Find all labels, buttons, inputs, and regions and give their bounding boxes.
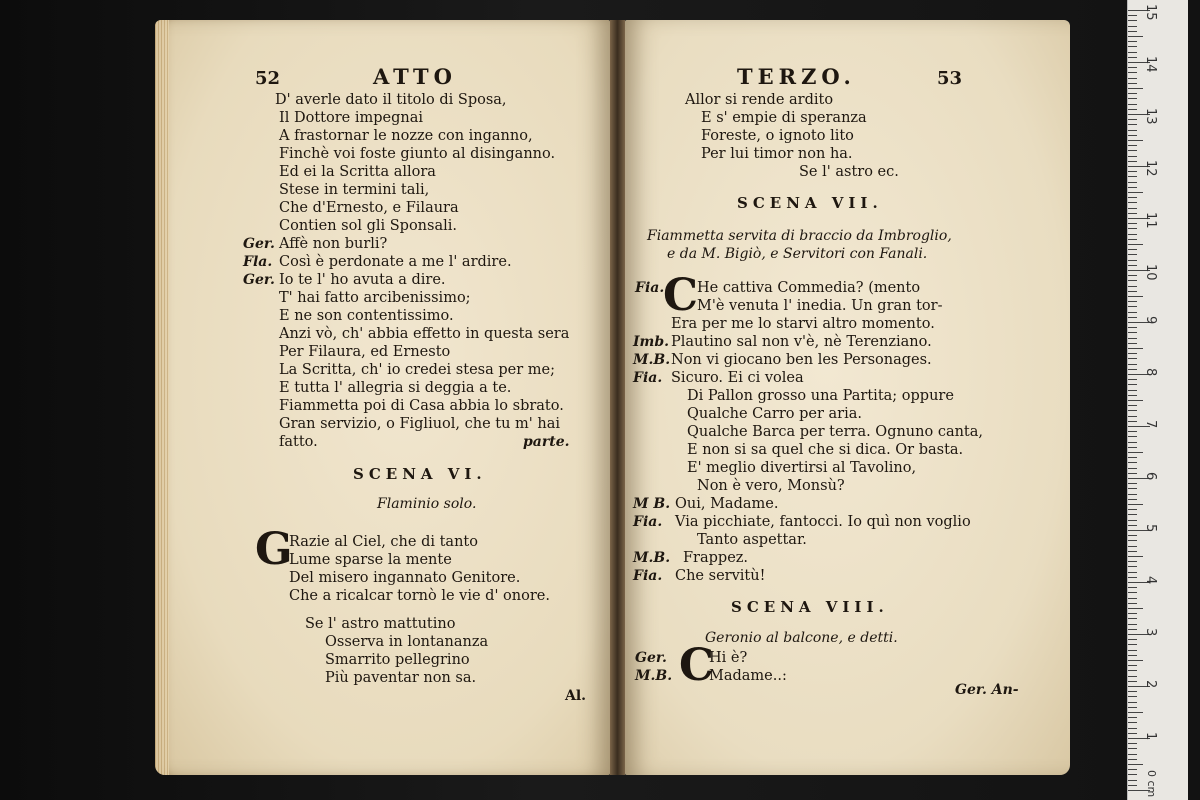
- speaker-label: Ger.: [635, 650, 667, 666]
- ruler-tick: [1128, 551, 1137, 552]
- ruler-tick: [1128, 291, 1137, 292]
- catchword: Ger. An-: [955, 682, 1019, 698]
- ruler-tick: [1128, 613, 1137, 614]
- ruler-tick: [1128, 182, 1137, 183]
- ruler-tick: [1128, 145, 1137, 146]
- ruler-tick: [1128, 769, 1137, 770]
- ruler-tick: [1128, 546, 1137, 547]
- ruler-tick: [1128, 572, 1137, 573]
- ruler-tick: [1128, 717, 1137, 718]
- right-page: [625, 20, 1070, 775]
- ruler-tick: [1128, 140, 1143, 141]
- ruler-tick: [1128, 707, 1137, 708]
- speaker-label: M.B.: [635, 668, 673, 684]
- ruler-tick: [1128, 598, 1137, 599]
- ruler-label: 10: [1143, 264, 1158, 281]
- speaker-label: Ger.: [243, 272, 275, 288]
- ruler-tick: [1128, 764, 1143, 765]
- ruler-tick: [1128, 41, 1137, 42]
- ruler-tick: [1128, 275, 1137, 276]
- ruler-tick: [1128, 176, 1137, 177]
- ruler-tick: [1128, 785, 1137, 786]
- ruler-tick: [1128, 192, 1143, 193]
- aria-line: Se l' astro mattutino: [305, 616, 456, 632]
- ruler-tick: [1128, 280, 1137, 281]
- ruler-tick: [1128, 265, 1137, 266]
- text-line: T' hai fatto arcibenissimo;: [279, 290, 471, 306]
- ruler-tick: [1128, 587, 1137, 588]
- ruler-tick: [1128, 31, 1137, 32]
- ruler-tick: [1128, 592, 1137, 593]
- speaker-label: Fia.: [633, 568, 663, 584]
- dialogue-line: Così è perdonate a me l' ardire.: [279, 254, 512, 270]
- ruler-tick: [1128, 540, 1137, 541]
- ruler-tick: [1128, 119, 1137, 120]
- running-header: ATTO: [373, 64, 457, 89]
- text-line: D' averle dato il titolo di Sposa,: [275, 92, 507, 108]
- catchword: Al.: [565, 688, 587, 704]
- ruler-tick: [1128, 514, 1137, 515]
- ruler-tick: [1128, 748, 1137, 749]
- ruler-tick: [1128, 603, 1137, 604]
- ruler-tick: [1128, 343, 1137, 344]
- text-line: Gran servizio, o Figliuol, che tu m' hai: [279, 416, 561, 432]
- speaker-label: Ger.: [243, 236, 275, 252]
- dialogue-line: Frappez.: [683, 550, 749, 566]
- ruler-tick: [1128, 15, 1137, 16]
- stage-direction: Flaminio solo.: [377, 496, 477, 512]
- dialogue-line: Tanto aspettar.: [697, 532, 807, 548]
- verse-line: E s' empie di speranza: [701, 110, 867, 126]
- ruler-tick: [1128, 390, 1137, 391]
- dialogue-line: He cattiva Commedia? (mento: [697, 280, 921, 296]
- drop-cap: C: [663, 270, 699, 321]
- ruler-tick: [1128, 473, 1137, 474]
- ruler-tick: [1128, 104, 1137, 105]
- text-line: E tutta l' allegria si deggia a te.: [279, 380, 512, 396]
- ruler-tick: [1128, 670, 1137, 671]
- ruler-tick: [1128, 457, 1137, 458]
- ruler-tick: [1128, 26, 1137, 27]
- speaker-label: Fia.: [635, 280, 665, 296]
- ruler-tick: [1128, 561, 1137, 562]
- ruler-tick: [1128, 244, 1143, 245]
- verse-line: Foreste, o ignoto lito: [701, 128, 854, 144]
- text-line: Anzi vò, ch' abbia effetto in questa sera: [279, 326, 570, 342]
- dialogue-line: Non vi giocano ben les Personages.: [671, 352, 932, 368]
- ruler-tick: [1128, 431, 1137, 432]
- verse-line: Allor si rende ardito: [685, 92, 834, 108]
- ruler-tick: [1128, 712, 1143, 713]
- ruler-tick: [1128, 135, 1137, 136]
- ruler-tick: [1128, 124, 1137, 125]
- ruler-tick: [1128, 447, 1137, 448]
- text-line: Finchè voi foste giunto al disinganno.: [279, 146, 556, 162]
- ruler-tick: [1128, 379, 1137, 380]
- ruler-tick: [1128, 353, 1137, 354]
- ruler-tick: [1128, 208, 1137, 209]
- ruler-tick: [1128, 535, 1137, 536]
- dialogue-line: Non è vero, Monsù?: [697, 478, 845, 494]
- ruler-tick: [1128, 743, 1137, 744]
- dialogue-line: Io te l' ho avuta a dire.: [279, 272, 446, 288]
- ruler-tick: [1128, 691, 1137, 692]
- speaker-label: Fia.: [633, 514, 663, 530]
- ruler-label: 7: [1143, 420, 1158, 429]
- text-line: Stese in termini tali,: [279, 182, 430, 198]
- dialogue-line: Qualche Barca per terra. Ognuno canta,: [687, 424, 984, 440]
- ruler-tick: [1128, 504, 1143, 505]
- running-header: TERZO.: [737, 64, 856, 89]
- ruler-label: 9: [1143, 316, 1158, 325]
- ruler-tick: [1128, 202, 1137, 203]
- ruler-label: 2: [1143, 680, 1158, 689]
- ruler-tick: [1128, 395, 1137, 396]
- ruler-tick: [1128, 88, 1143, 89]
- dialogue-line: Che servitù!: [675, 568, 766, 584]
- ruler-tick: [1128, 780, 1137, 781]
- text-line: E ne son contentissimo.: [279, 308, 454, 324]
- ruler-tick: [1128, 234, 1137, 235]
- verse-line: Razie al Ciel, che di tanto: [289, 534, 478, 550]
- ruler-tick: [1128, 452, 1143, 453]
- stage-direction: Geronio al balcone, e detti.: [705, 630, 898, 646]
- verse-line: Per lui timor non ha.: [701, 146, 853, 162]
- ruler-tick: [1128, 249, 1137, 250]
- ruler-tick: [1128, 728, 1137, 729]
- ruler-tick: [1128, 57, 1137, 58]
- ruler-tick: [1128, 733, 1137, 734]
- speaker-label: M.B.: [633, 550, 671, 566]
- ruler-label: 3: [1143, 628, 1158, 637]
- ruler-unit-label: 0 cm: [1145, 770, 1158, 798]
- ruler-tick: [1128, 400, 1143, 401]
- text-line: fatto.: [279, 434, 318, 450]
- ruler-tick: [1128, 525, 1137, 526]
- ruler-tick: [1128, 566, 1137, 567]
- ruler-tick: [1128, 608, 1143, 609]
- ruler-tick: [1128, 317, 1137, 318]
- ruler-tick: [1128, 650, 1137, 651]
- ruler-tick: [1128, 681, 1137, 682]
- ruler-tick: [1128, 759, 1137, 760]
- ruler-tick: [1128, 46, 1137, 47]
- ruler-label: 12: [1143, 160, 1158, 177]
- ruler-tick: [1128, 676, 1137, 677]
- ruler-tick: [1128, 421, 1137, 422]
- text-line: Per Filaura, ed Ernesto: [279, 344, 451, 360]
- speaker-label: M.B.: [633, 352, 671, 368]
- ruler-tick: [1128, 197, 1137, 198]
- ruler-tick: [1128, 702, 1137, 703]
- stage-direction: e da M. Bigiò, e Servitori con Fanali.: [667, 246, 928, 262]
- scene-heading: SCENA VII.: [737, 194, 883, 212]
- ruler-tick: [1128, 754, 1137, 755]
- ruler-tick: [1128, 410, 1137, 411]
- ruler-label: 11: [1143, 212, 1158, 229]
- aria-line: Più paventar non sa.: [325, 670, 477, 686]
- ruler-tick: [1128, 72, 1137, 73]
- ruler-tick: [1128, 665, 1137, 666]
- ruler-label: 1: [1143, 732, 1158, 741]
- text-line: La Scritta, ch' io credei stesa per me;: [279, 362, 555, 378]
- ruler-label: 13: [1143, 108, 1158, 125]
- text-line: A frastornar le nozze con inganno,: [279, 128, 533, 144]
- left-page: [155, 20, 610, 775]
- ruler-tick: [1128, 577, 1137, 578]
- verse-line: Del misero ingannato Genitore.: [289, 570, 521, 586]
- book-gutter: [610, 20, 625, 775]
- ruler-tick: [1128, 260, 1137, 261]
- ruler-label: 15: [1143, 4, 1158, 21]
- ruler-tick: [1128, 618, 1137, 619]
- aria-line: Osserva in lontananza: [325, 634, 489, 650]
- exit-direction: parte.: [523, 434, 570, 450]
- measuring-ruler: [1127, 0, 1188, 800]
- aria-line: Smarrito pellegrino: [325, 652, 470, 668]
- scene-heading: SCENA VI.: [353, 465, 487, 483]
- text-line: Ed ei la Scritta allora: [279, 164, 436, 180]
- verse-line: Lume sparse la mente: [289, 552, 452, 568]
- ruler-tick: [1128, 416, 1137, 417]
- ruler-tick: [1128, 499, 1137, 500]
- text-line: Fiammetta poi di Casa abbia lo sbrato.: [279, 398, 564, 414]
- speaker-label: Fia.: [633, 370, 663, 386]
- scene-heading: SCENA VIII.: [731, 598, 889, 616]
- speaker-label: Fla.: [243, 254, 273, 270]
- ruler-tick: [1128, 364, 1137, 365]
- speaker-label: Imb.: [633, 334, 670, 350]
- ruler-tick: [1128, 223, 1137, 224]
- ruler-tick: [1128, 109, 1137, 110]
- ruler-tick: [1128, 130, 1137, 131]
- ruler-tick: [1128, 696, 1137, 697]
- ruler-tick: [1128, 655, 1137, 656]
- text-line: Contien sol gli Sponsali.: [279, 218, 457, 234]
- page-number: 52: [255, 68, 281, 89]
- ruler-tick: [1128, 161, 1137, 162]
- ruler-tick: [1128, 156, 1137, 157]
- ruler-tick: [1128, 296, 1143, 297]
- ruler-tick: [1128, 239, 1137, 240]
- verse-line: Che a ricalcar tornò le vie d' onore.: [289, 588, 550, 604]
- dialogue-line: M'è venuta l' inedia. Un gran tor-: [697, 298, 943, 314]
- ruler-tick: [1128, 660, 1143, 661]
- ruler-tick: [1128, 468, 1137, 469]
- ruler-tick: [1128, 171, 1137, 172]
- ruler-tick: [1128, 384, 1137, 385]
- ruler-tick: [1128, 774, 1137, 775]
- ruler-tick: [1128, 286, 1137, 287]
- ruler-tick: [1128, 338, 1137, 339]
- ruler-tick: [1128, 312, 1137, 313]
- ruler-tick: [1128, 93, 1137, 94]
- ruler-tick: [1128, 83, 1137, 84]
- page-number: 53: [937, 68, 963, 89]
- ruler-tick: [1128, 488, 1137, 489]
- ruler-label: 14: [1143, 56, 1158, 73]
- drop-cap: G: [255, 524, 293, 575]
- dialogue-line: Di Pallon grosso una Partita; oppure: [687, 388, 954, 404]
- dialogue-line: Era per me lo starvi altro momento.: [671, 316, 935, 332]
- dialogue-line: Affè non burli?: [279, 236, 388, 252]
- ruler-tick: [1128, 254, 1137, 255]
- verse-repeat: Se l' astro ec.: [799, 164, 899, 180]
- dialogue-line: Qualche Carro per aria.: [687, 406, 862, 422]
- ruler-tick: [1128, 306, 1137, 307]
- ruler-tick: [1128, 36, 1143, 37]
- ruler-tick: [1128, 150, 1137, 151]
- ruler-tick: [1128, 228, 1137, 229]
- ruler-tick: [1128, 509, 1137, 510]
- dialogue-line: Plautino sal non v'è, nè Terenziano.: [671, 334, 932, 350]
- drop-cap: C: [679, 640, 715, 691]
- ruler-label: 8: [1143, 368, 1158, 377]
- ruler-tick: [1128, 348, 1143, 349]
- dialogue-line: Oui, Madame.: [675, 496, 779, 512]
- ruler-tick: [1128, 78, 1137, 79]
- ruler-tick: [1128, 629, 1137, 630]
- ruler-tick: [1128, 436, 1137, 437]
- text-line: Il Dottore impegnai: [279, 110, 423, 126]
- ruler-tick: [1128, 462, 1137, 463]
- dialogue-line: Madame..:: [709, 668, 787, 684]
- ruler-tick: [1128, 187, 1137, 188]
- ruler-tick: [1128, 556, 1143, 557]
- ruler-label: 6: [1143, 472, 1158, 481]
- ruler-label: 4: [1143, 576, 1158, 585]
- ruler-tick: [1128, 520, 1137, 521]
- ruler-tick: [1128, 442, 1137, 443]
- ruler-tick: [1128, 405, 1137, 406]
- ruler-label: 5: [1143, 524, 1158, 533]
- page-edge: [155, 20, 169, 775]
- speaker-label: M B.: [633, 496, 671, 512]
- ruler-tick: [1128, 98, 1137, 99]
- ruler-tick: [1128, 494, 1137, 495]
- ruler-tick: [1128, 483, 1137, 484]
- dialogue-line: Sicuro. Ei ci volea: [671, 370, 804, 386]
- dialogue-line: Via picchiate, fantocci. Io quì non voglio: [675, 514, 971, 530]
- stage-direction: Fiammetta servita di braccio da Imbroglio,: [647, 228, 952, 244]
- ruler-tick: [1128, 639, 1137, 640]
- ruler-tick: [1128, 213, 1137, 214]
- ruler-tick: [1128, 722, 1137, 723]
- text-line: Che d'Ernesto, e Filaura: [279, 200, 459, 216]
- ruler-tick: [1128, 301, 1137, 302]
- ruler-tick: [1128, 332, 1137, 333]
- ruler-tick: [1128, 52, 1137, 53]
- ruler-tick: [1128, 20, 1137, 21]
- dialogue-line: E non si sa quel che si dica. Or basta.: [687, 442, 964, 458]
- open-book: [155, 20, 1070, 780]
- ruler-tick: [1128, 624, 1137, 625]
- ruler-tick: [1128, 327, 1137, 328]
- dialogue-line: Hi è?: [709, 650, 748, 666]
- ruler-tick: [1128, 644, 1137, 645]
- ruler-tick: [1128, 67, 1137, 68]
- dialogue-line: E' meglio divertirsi al Tavolino,: [687, 460, 917, 476]
- ruler-tick: [1128, 369, 1137, 370]
- ruler-tick: [1128, 358, 1137, 359]
